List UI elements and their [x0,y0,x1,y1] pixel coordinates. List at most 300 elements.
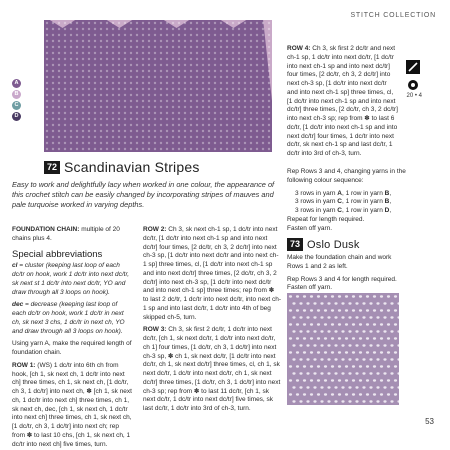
lace-hole [296,365,299,367]
lace-hole [313,386,316,388]
lace-hole [313,330,316,332]
lace-hole [362,344,365,346]
lace-hole [327,400,330,402]
lace-hole [387,379,390,381]
lace-hole [383,302,386,304]
lace-hole [383,372,386,374]
lace-hole [289,337,292,339]
row4-label: ROW 4: [287,45,311,52]
lace-hole [331,295,334,297]
lace-hole [299,316,302,318]
using-text: Using yarn A, make the required length of foundation chain. [12,340,132,356]
row4-text: Ch 3, sk first 2 dc/tr and next ch-1 sp, 1 dc/tr into next dc/tr, [1 dc/tr into next ch-1 sp and into next dc/tr] four times, [2 dc/tr, ch 3, 2 dc/tr] into next ch-3 sp, [1 dc/tr into next dc/tr and into next ch-1 sp] three times, cl, [1 dc/tr into next ch-1 sp and into next dc/tr] three times, [2 dc/tr, ch 3, 2 dc/tr] into next ch-3 sp; rep from ✽ to last 6 dc/tr, [1 dc/tr into next ch-1 sp and into next dc/tr] four times, 1 dc/tr into next dc/tr, sk next ch-1 sp and last dc/tr, 1 dc/tr into 3rd of ch-3, turn. [287,45,398,157]
lace-hole [292,316,295,318]
column-2 [143,226,281,418]
lace-hole [397,400,399,402]
pattern-title: Oslo Dusk [307,238,360,251]
lace-hole [383,330,386,332]
lace-hole [369,358,372,360]
row3-text: Ch 3, sk first 2 dc/tr, 1 dc/tr into next dc/tr, [ch 1, sk next dc/tr, 1 dc/tr into next dc/tr, ch 1] four times, [1 dc/tr, ch 3, 1 dc/tr] into next ch-3 sp, ✽ ch 1, sk next dc/tr, [1 dc/tr into next dc/tr, ch 1, sk next dc/tr] three times, cl, ch 1, sk next dc/tr, 1 dc/tr into next dc/tr, ch 1, sk next dc/tr] three times, [1 dc/tr, ch 3, 1 dc/tr] into next ch-3 sp; rep from ✽ to last 11 dc/tr, [ch 1, sk next dc/tr, 1 dc/tr into next dc/tr] five times, sk last dc/tr, 1 dc/tr into 3rd of ch-3, turn. [143,326,281,412]
lace-hole [348,330,351,332]
repeat-instructions [287,168,417,233]
lace-hole [331,365,334,367]
lace-hole [289,379,292,381]
lace-hole [303,323,306,325]
fasten-off: Fasten off yarn. [287,224,333,232]
column-3-top [287,45,399,163]
lace-hole [317,351,320,353]
pattern-intro: Easy to work and delightfully lacy when worked in one colour, the appearance of this crochet stitch can be easily changed by incorporating stripes of mauves and pale turquoise worked in varying depths. [12,180,275,209]
lace-hole [338,393,341,395]
lace-hole [348,358,351,360]
lace-hole [394,393,397,395]
lace-hole [299,302,302,304]
lace-hole [320,358,323,360]
lace-hole [345,295,348,297]
lace-hole [362,358,365,360]
lace-hole [376,330,379,332]
lace-hole [352,351,355,353]
lace-hole [352,365,355,367]
lace-hole [306,302,309,304]
lace-hole [352,323,355,325]
lace-hole [359,365,362,367]
lace-hole [317,323,320,325]
lace-hole [355,302,358,304]
column-1 [12,226,132,450]
lace-hole [338,365,341,367]
colour-sequence-line: 3 rows in yarn A, 1 row in yarn B, [295,189,392,197]
page-number: 53 [425,417,434,426]
lace-hole [338,323,341,325]
lace-hole [299,358,302,360]
lace-hole [348,400,351,402]
lace-hole [373,309,376,311]
lace-hole [341,400,344,402]
lace-hole [380,337,383,339]
lace-hole [320,400,323,402]
lace-hole [338,351,341,353]
lace-hole [289,323,292,325]
lace-hole [320,372,323,374]
lace-hole [338,379,341,381]
lace-hole [313,400,316,402]
lace-hole [369,302,372,304]
lace-hole [394,351,397,353]
lace-hole [303,337,306,339]
lace-hole [320,302,323,304]
lace-hole [327,302,330,304]
lace-hole [320,386,323,388]
lace-hole [352,309,355,311]
lace-hole [334,358,337,360]
lace-hole [331,379,334,381]
lace-hole [376,386,379,388]
lace-hole [383,316,386,318]
lace-hole [376,372,379,374]
lace-hole [373,337,376,339]
lace-hole [397,358,399,360]
lace-hole [352,295,355,297]
lace-hole [387,337,390,339]
lace-hole [366,323,369,325]
lace-hole [397,372,399,374]
lace-hole [373,351,376,353]
lace-hole [334,386,337,388]
lace-hole [369,372,372,374]
lace-hole [341,302,344,304]
lace-hole [397,344,399,346]
lace-hole [355,330,358,332]
lace-hole [310,351,313,353]
colour-sequence-line: 3 rows in yarn C, 1 row in yarn D, [295,207,392,214]
lace-hole [380,309,383,311]
lace-hole [299,386,302,388]
row1-text: (WS) 1 dc/tr into 6th ch from hook, [ch 1, sk next ch, 1 dc/tr into next ch] three times, ch 1, sk next ch, [1 dc/tr, ch 3, 1 dc/tr] into next ch, ✽ [ch 1, sk next ch, 1 dc/tr into next ch] three times, ch 1, sk next ch, dec, [ch 1, sk next ch, 1 dc/tr into next ch] three times, ch 1, sk next ch, [1 dc/tr, ch 3, 1 dc/tr] into next ch; rep from ✽ to last 10 chs, [ch 1, sk next ch, 1 dc/tr into next ch] five times, turn. [12,361,132,448]
lace-hole [317,337,320,339]
lace-hole [359,393,362,395]
lace-hole [387,351,390,353]
lace-hole [313,344,316,346]
lace-hole [380,379,383,381]
lace-hole [366,365,369,367]
lace-hole [334,316,337,318]
lace-hole [296,295,299,297]
lace-hole [390,400,393,402]
pattern-73-title [287,238,360,251]
lace-hole [303,365,306,367]
lace-hole [345,393,348,395]
lace-hole [327,344,330,346]
lace-hole [317,365,320,367]
lace-hole [373,295,376,297]
lace-hole [352,379,355,381]
yarn-b-dot: B [12,90,21,99]
lace-hole [338,309,341,311]
lace-hole [334,302,337,304]
lace-hole [397,386,399,388]
lace-hole [373,393,376,395]
lace-hole [292,386,295,388]
pattern-number: 73 [287,238,303,251]
lace-hole [306,316,309,318]
lace-hole [303,351,306,353]
hook-icon [408,80,418,90]
cl-text: = cluster (keeping last loop of each dc/tr on hook, work 1 dc/tr into next dc/tr, sk next st 1 dc/tr into next dc/tr, YO and draw through all 3 loops on hook). [12,262,130,296]
yarn-legend [12,79,22,123]
lace-hole [320,316,323,318]
lace-hole [390,344,393,346]
lace-hole [341,344,344,346]
lace-hole [296,309,299,311]
lace-hole [366,393,369,395]
lace-hole [296,393,299,395]
lace-hole [376,400,379,402]
lace-hole [327,372,330,374]
lace-hole [331,309,334,311]
lace-hole [355,400,358,402]
lace-hole [345,337,348,339]
lace-hole [369,330,372,332]
oslo-dusk-swatch [287,293,399,405]
lace-hole [397,330,399,332]
lace-hole [306,386,309,388]
lace-hole [366,309,369,311]
lace-hole [313,372,316,374]
lace-hole [289,309,292,311]
lace-hole [306,344,309,346]
dec-label: dec [12,301,24,309]
lace-hole [373,379,376,381]
lace-hole [380,351,383,353]
lace-hole [390,316,393,318]
lace-hole [369,344,372,346]
lace-hole [296,379,299,381]
lace-hole [345,309,348,311]
pattern-73-line1: Make the foundation chain and work Rows 1 and 2 as left. [287,254,392,270]
lace-hole [394,365,397,367]
lace-hole [306,330,309,332]
lace-hole [317,379,320,381]
lace-hole [383,400,386,402]
lace-hole [355,372,358,374]
lace-hole [327,386,330,388]
lace-hole [292,344,295,346]
lace-hole [348,302,351,304]
lace-hole [362,400,365,402]
pattern-number: 72 [44,161,60,174]
lace-hole [390,330,393,332]
lace-hole [345,365,348,367]
lace-hole [313,358,316,360]
lace-hole [359,295,362,297]
lace-hole [390,358,393,360]
lace-hole [366,379,369,381]
lace-hole [348,344,351,346]
lace-hole [380,295,383,297]
hook-size-label: 20 • 4 [406,93,422,99]
lace-hole [292,372,295,374]
lace-hole [387,365,390,367]
foundation-text: multiple of 20 chains plus 4. [12,226,120,242]
lace-hole [289,393,292,395]
lace-hole [383,386,386,388]
lace-hole [317,295,320,297]
lace-hole [362,302,365,304]
lace-hole [341,372,344,374]
lace-hole [390,372,393,374]
colour-sequence-line: 3 rows in yarn C, 1 row in yarn B, [295,198,392,206]
lace-hole [331,351,334,353]
lace-hole [299,330,302,332]
lace-hole [303,393,306,395]
section-header: STITCH COLLECTION [350,12,436,19]
lace-hole [369,316,372,318]
lace-hole [380,365,383,367]
lace-hole [324,337,327,339]
lace-hole [338,337,341,339]
lace-hole [327,358,330,360]
lace-hole [324,351,327,353]
lace-hole [313,316,316,318]
lace-hole [331,337,334,339]
yarn-a-dot: A [12,79,21,88]
lace-hole [341,316,344,318]
lace-hole [383,358,386,360]
row3-label: ROW 3: [143,326,167,334]
lace-hole [366,351,369,353]
lace-hole [383,344,386,346]
lace-hole [310,323,313,325]
lace-hole [380,393,383,395]
lace-hole [352,393,355,395]
lace-hole [341,386,344,388]
lace-hole [359,337,362,339]
pattern-title: Scandinavian Stripes [64,159,200,175]
lace-hole [376,316,379,318]
lace-hole [313,302,316,304]
lace-hole [327,330,330,332]
lace-hole [359,309,362,311]
lace-hole [306,372,309,374]
lace-hole [376,302,379,304]
lace-hole [320,344,323,346]
lace-hole [303,295,306,297]
lace-hole [387,323,390,325]
lace-hole [310,379,313,381]
special-abbreviations-heading: Special abbreviations [12,248,103,260]
lace-hole [324,309,327,311]
lace-hole [331,323,334,325]
lace-hole [348,316,351,318]
lace-hole [394,337,397,339]
lace-hole [289,365,292,367]
lace-hole [380,323,383,325]
row2-label: ROW 2: [143,226,167,233]
lace-hole [292,302,295,304]
lace-hole [289,351,292,353]
lace-hole [334,344,337,346]
lace-hole [369,386,372,388]
scandinavian-stripes-swatch [44,20,272,152]
lace-hole [334,330,337,332]
lace-hole [306,358,309,360]
lace-hole [369,400,372,402]
lace-hole [303,379,306,381]
lace-hole [331,393,334,395]
lace-hole [348,386,351,388]
lace-hole [299,344,302,346]
lace-hole [355,386,358,388]
lace-hole [334,400,337,402]
lace-hole [324,323,327,325]
lace-hole [362,330,365,332]
lace-hole [324,295,327,297]
dec-text: = decrease (keeping last loop of each dc/tr on hook, work 1 dc/tr in next ch, sk next 3 chs, 1 dc/tr in next ch, YO and draw through all 3 loops on hook). [12,301,125,335]
repeat-for: Repeat for length required. [287,215,365,223]
cl-label: cl [12,262,18,270]
lace-hole [387,295,390,297]
lace-hole [362,386,365,388]
pattern-73-line2: Rep Rows 3 and 4 for length required. Fasten off yarn. [287,275,397,292]
lace-hole [397,302,399,304]
lace-hole [390,302,393,304]
yarn-d-dot: D [12,112,21,121]
lace-hole [373,365,376,367]
lace-hole [362,372,365,374]
lace-hole [359,351,362,353]
lace-hole [334,372,337,374]
lace-hole [387,393,390,395]
lace-hole [292,330,295,332]
lace-hole [376,358,379,360]
lace-hole [387,309,390,311]
lace-hole [310,309,313,311]
lace-hole [296,337,299,339]
lace-hole [296,351,299,353]
lace-hole [352,337,355,339]
lace-hole [348,372,351,374]
lace-hole [373,323,376,325]
lace-hole [292,358,295,360]
lace-hole [310,393,313,395]
lace-hole [310,365,313,367]
lace-hole [310,337,313,339]
lace-texture [44,20,272,152]
lace-hole [376,344,379,346]
lace-hole [355,316,358,318]
row1-label: ROW 1: [12,361,36,369]
lace-hole [296,323,299,325]
difficulty-icon [406,60,420,74]
yarn-c-dot: C [12,101,21,110]
lace-hole [345,351,348,353]
row2-text: Ch 3, sk next ch-1 sp, 1 dc/tr into next dc/tr, [1 dc/tr into next ch-1 sp and into next dc/tr] four times, [2 dc/tr, ch 3, 2 dc/tr] into next ch-3 sp, [1 dc/tr into next dc/tr and into next ch-1 sp] three times, cl, [1 dc/tr into next ch-1 sp and into next dc/tr] three times, [2 dc/tr, ch 3, 2 dc/tr] into next ch-3 sp, [1 dc/tr into next dc/tr and into next ch-1 sp] three times; rep from ✽ to last 2 dc/tr, 1 dc/tr into next dc/tr, into next ch-1 sp and into last dc/tr, 1 dc/tr into 4th of beg skipped ch-5, turn. [143,226,282,321]
lace-hole [345,379,348,381]
lace-hole [366,337,369,339]
lace-hole [324,379,327,381]
lace-hole [289,295,292,297]
lace-hole [299,372,302,374]
lace-hole [324,365,327,367]
lace-hole [397,316,399,318]
lace-hole [355,344,358,346]
pattern-72-title [44,159,200,175]
lace-hole [359,379,362,381]
lace-hole [355,358,358,360]
lace-hole [310,295,313,297]
lace-hole [306,400,309,402]
lace-hole [317,309,320,311]
lace-hole [394,379,397,381]
lace-hole [317,393,320,395]
foundation-label: FOUNDATION CHAIN: [12,226,80,233]
pattern-73-text [287,254,407,297]
lace-hole [324,393,327,395]
lace-hole [362,316,365,318]
lace-hole [390,386,393,388]
lace-hole [338,295,341,297]
lace-hole [359,323,362,325]
lace-hole [345,323,348,325]
lace-hole [341,358,344,360]
lace-hole [327,316,330,318]
lace-hole [394,323,397,325]
lace-hole [292,400,295,402]
lace-hole [366,295,369,297]
lace-hole [394,295,397,297]
repeat-text: Rep Rows 3 and 4, changing yarns in the following colour sequence: [287,168,406,184]
